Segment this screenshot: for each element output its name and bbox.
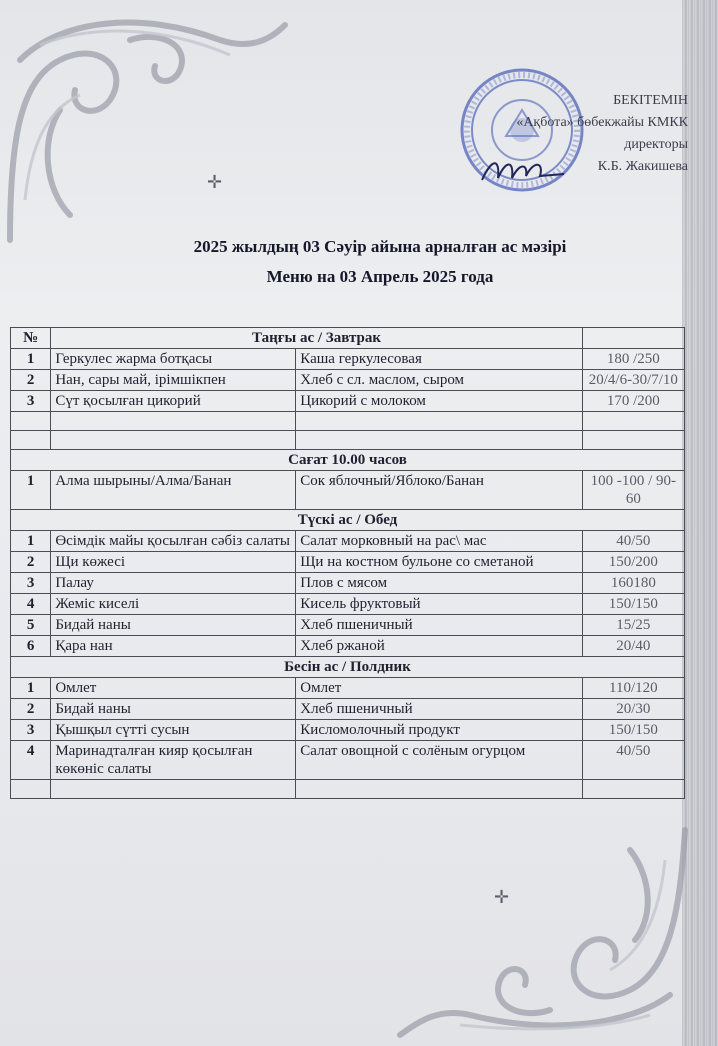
table-row bbox=[11, 615, 685, 636]
approval-organization: «Ақбота» бөбекжайы КМКК bbox=[516, 115, 688, 130]
table-header-row bbox=[11, 328, 685, 349]
section-snack: Сағат 10.00 часов bbox=[11, 450, 685, 471]
portion-size: 40/50 bbox=[582, 531, 684, 552]
row-number: 2 bbox=[11, 552, 51, 573]
table-row bbox=[11, 741, 685, 780]
portion-size: 150/200 bbox=[582, 552, 684, 573]
approval-position: директоры bbox=[624, 137, 688, 152]
portion-size: 15/25 bbox=[582, 615, 684, 636]
blank-row bbox=[11, 780, 685, 799]
row-number: 4 bbox=[11, 594, 51, 615]
dish-kazakh: Геркулес жарма ботқасы bbox=[51, 349, 296, 370]
section-row bbox=[11, 450, 685, 471]
approval-title: БЕКІТЕМІН bbox=[613, 93, 688, 108]
row-number: 3 bbox=[11, 391, 51, 412]
portion-size: 150/150 bbox=[582, 720, 684, 741]
table-row bbox=[11, 699, 685, 720]
number-header: № bbox=[11, 328, 51, 349]
dish-kazakh: Бидай наны bbox=[51, 699, 296, 720]
dish-russian: Салат морковный на рас\ мас bbox=[296, 531, 582, 552]
table-row bbox=[11, 391, 685, 412]
dish-kazakh: Қара нан bbox=[51, 636, 296, 657]
row-number: 1 bbox=[11, 349, 51, 370]
table-row bbox=[11, 370, 685, 391]
portion-size: 170 /200 bbox=[582, 391, 684, 412]
dish-kazakh: Палау bbox=[51, 573, 296, 594]
section-lunch: Түскі ас / Обед bbox=[11, 510, 685, 531]
dish-russian: Омлет bbox=[296, 678, 582, 699]
ornament-bottom-right-icon bbox=[380, 820, 700, 1046]
dish-russian: Кисель фруктовый bbox=[296, 594, 582, 615]
cross-mark-icon: ✛ bbox=[207, 172, 223, 192]
dish-russian: Кисломолочный продукт bbox=[296, 720, 582, 741]
dish-kazakh: Алма шырыны/Алма/Банан bbox=[51, 471, 296, 510]
dish-russian: Хлеб с сл. маслом, сыром bbox=[296, 370, 582, 391]
dish-russian: Салат овощной с солёным огурцом bbox=[296, 741, 582, 780]
portion-size: 20/4/6-30/7/10 bbox=[582, 370, 684, 391]
dish-russian: Каша геркулесовая bbox=[296, 349, 582, 370]
portion-size: 180 /250 bbox=[582, 349, 684, 370]
row-number: 2 bbox=[11, 699, 51, 720]
row-number: 3 bbox=[11, 720, 51, 741]
row-number: 1 bbox=[11, 531, 51, 552]
menu-titles bbox=[0, 232, 718, 292]
dish-russian: Плов с мясом bbox=[296, 573, 582, 594]
cross-mark-icon: ✛ bbox=[494, 887, 510, 907]
table-row bbox=[11, 471, 685, 510]
dish-kazakh: Маринадталған кияр қосылған көкөніс салаты bbox=[51, 741, 296, 780]
dish-russian: Хлеб ржаной bbox=[296, 636, 582, 657]
table-row bbox=[11, 636, 685, 657]
section-breakfast: Таңғы ас / Завтрак bbox=[51, 328, 582, 349]
dish-kazakh: Нан, сары май, ірімшікпен bbox=[51, 370, 296, 391]
dish-kazakh: Омлет bbox=[51, 678, 296, 699]
dish-russian: Щи на костном бульоне со сметаной bbox=[296, 552, 582, 573]
title-kazakh: 2025 жылдың 03 Сәуір айына арналған ас мәзірі bbox=[193, 237, 567, 256]
dish-kazakh: Бидай наны bbox=[51, 615, 296, 636]
table-row bbox=[11, 552, 685, 573]
section-poldnik: Бесін ас / Полдник bbox=[11, 657, 685, 678]
approval-signer: К.Б. Жакишева bbox=[597, 159, 688, 174]
dish-russian: Сок яблочный/Яблоко/Банан bbox=[296, 471, 582, 510]
dish-kazakh: Қышқыл сүтті сусын bbox=[51, 720, 296, 741]
dish-russian: Цикорий с молоком bbox=[296, 391, 582, 412]
menu-table bbox=[10, 327, 685, 799]
dish-kazakh: Сүт қосылған цикорий bbox=[51, 391, 296, 412]
portion-size: 150/150 bbox=[582, 594, 684, 615]
approval-block bbox=[428, 90, 688, 178]
section-row bbox=[11, 510, 685, 531]
row-number: 5 bbox=[11, 615, 51, 636]
blank-row bbox=[11, 412, 685, 431]
table-row bbox=[11, 573, 685, 594]
table-row bbox=[11, 720, 685, 741]
table-row bbox=[11, 594, 685, 615]
table-row bbox=[11, 678, 685, 699]
row-number: 1 bbox=[11, 471, 51, 510]
portion-size: 40/50 bbox=[582, 741, 684, 780]
portion-size: 110/120 bbox=[582, 678, 684, 699]
dish-kazakh: Щи көжесі bbox=[51, 552, 296, 573]
title-russian: Меню на 03 Апрель 2025 года bbox=[266, 267, 494, 286]
table-row bbox=[11, 531, 685, 552]
portion-size: 20/40 bbox=[582, 636, 684, 657]
dish-russian: Хлеб пшеничный bbox=[296, 699, 582, 720]
row-number: 2 bbox=[11, 370, 51, 391]
section-row bbox=[11, 657, 685, 678]
dish-kazakh: Өсімдік майы қосылған сәбіз салаты bbox=[51, 531, 296, 552]
dish-russian: Хлеб пшеничный bbox=[296, 615, 582, 636]
row-number: 1 bbox=[11, 678, 51, 699]
portion-size: 160180 bbox=[582, 573, 684, 594]
portion-size: 20/30 bbox=[582, 699, 684, 720]
portion-size: 100 -100 / 90-60 bbox=[582, 471, 684, 510]
blank-row bbox=[11, 431, 685, 450]
row-number: 4 bbox=[11, 741, 51, 780]
row-number: 3 bbox=[11, 573, 51, 594]
qty-cell bbox=[582, 328, 684, 349]
table-row bbox=[11, 349, 685, 370]
dish-kazakh: Жеміс киселі bbox=[51, 594, 296, 615]
ornament-top-left-icon bbox=[0, 0, 300, 250]
row-number: 6 bbox=[11, 636, 51, 657]
